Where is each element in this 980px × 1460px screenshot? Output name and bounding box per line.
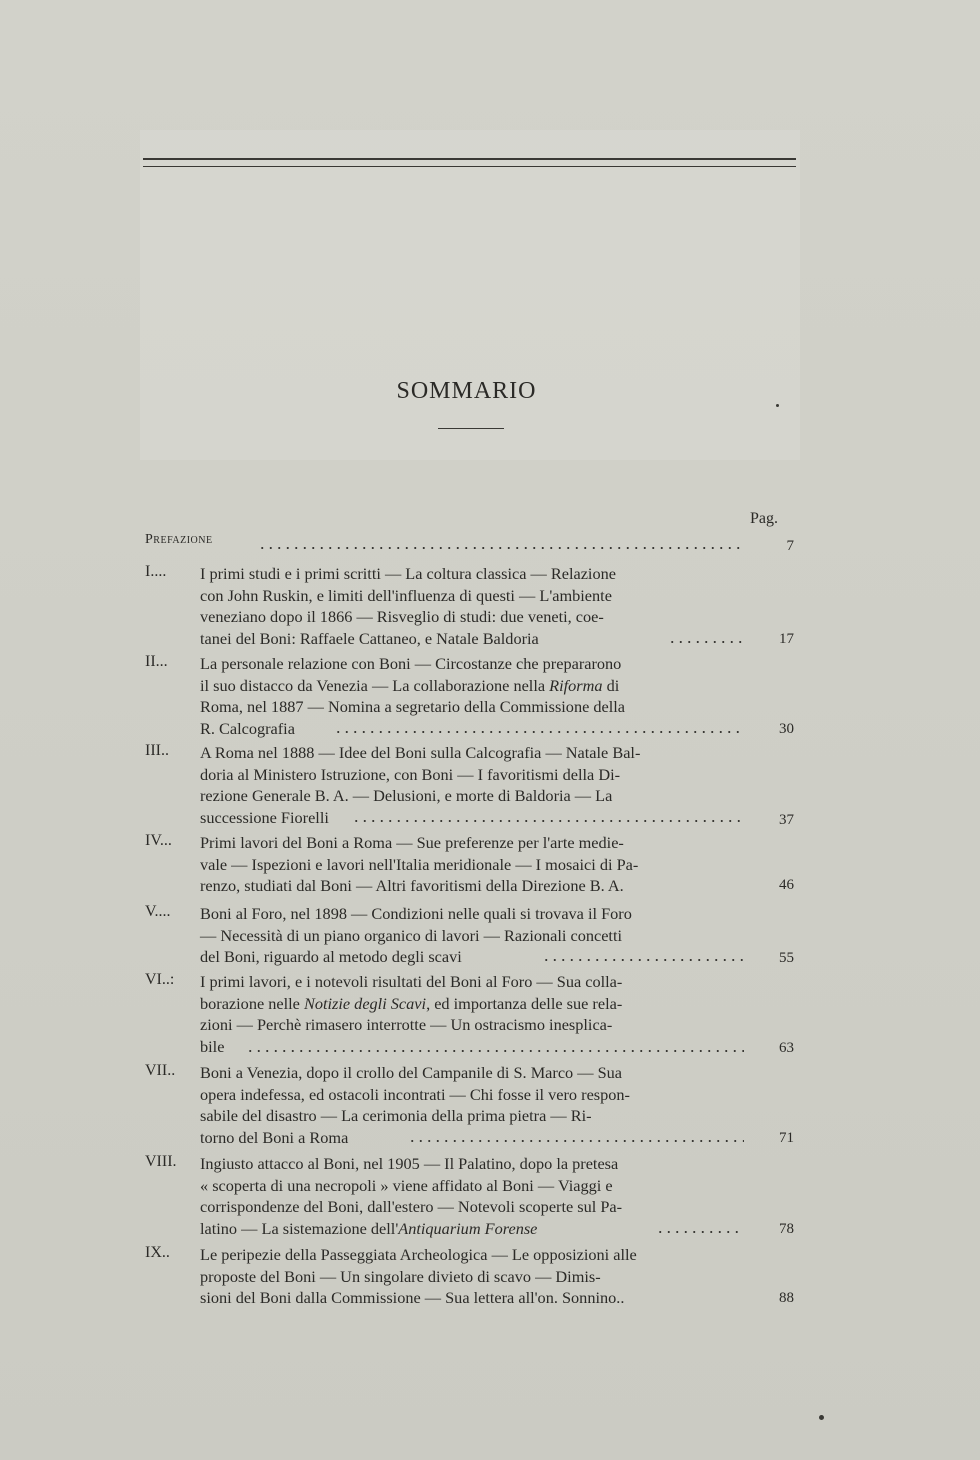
chapter-number: IX.. (145, 1244, 170, 1261)
summary-line: Ingiusto attacco al Boni, nel 1905 — Il Palatino, dopo la pretesa (200, 1154, 619, 1173)
summary-line: corrispondenze del Boni, dall'estero — Notevoli scoperte sul Pa- (200, 1197, 623, 1216)
chapter-number: I.... (145, 563, 167, 580)
chapter-number: VI..: (145, 971, 175, 988)
summary-line: renzo, studiati dal Boni — Altri favoritismi della Direzione B. A. (200, 876, 624, 895)
summary-line: A Roma nel 1888 — Idee del Boni sulla Calcografia — Natale Bal- (200, 743, 641, 762)
summary-line: latino — La sistemazione dell'Antiquarium Forense (200, 1218, 538, 1238)
summary-line: proposte del Boni — Un singolare divieto di scavo — Dimis- (200, 1266, 601, 1286)
summary-line: zioni — Perchè rimasero interrotte — Un ostracismo inesplica- (200, 1015, 613, 1034)
chapter-page-number: 88 (779, 1290, 794, 1306)
chapter-number: VIII. (145, 1153, 177, 1170)
summary-line: opera indefessa, ed ostacoli incontrati — Chi fosse il vero respon- (200, 1084, 630, 1104)
summary-line: sioni del Boni dalla Commissione — Sua lettera all'on. Sonnino.. (200, 1288, 625, 1307)
summary-line: successione Fiorelli (200, 807, 329, 827)
chapter-number: V.... (145, 903, 171, 920)
leader-dots (542, 959, 744, 961)
summary-line: I primi lavori, e i notevoli risultati del Boni al Foro — Sua colla- (200, 972, 623, 991)
summary-line: il suo distacco da Venezia — La collaborazione nella Riforma di (200, 675, 620, 695)
leader-dots (334, 731, 744, 733)
leader-dots (246, 1050, 744, 1052)
summary-line: torno del Boni a Roma (200, 1127, 349, 1147)
summary-line: vale — Ispezioni e lavori nell'Italia meridionale — I mosaici di Pa- (200, 854, 639, 874)
preface-label: Prefazione (145, 532, 213, 547)
summary-line: Roma, nel 1887 — Nomina a segretario della Commissione della (200, 697, 626, 716)
summary-line: doria al Ministero Istruzione, con Boni — I favoritismi della Di- (200, 764, 621, 784)
summary-line: — Necessità di un piano organico di lavori — Razionali concetti (200, 925, 622, 945)
leader-dots (656, 1231, 744, 1233)
summary-line: borazione nelle Notizie degli Scavi, ed importanza delle sue rela- (200, 993, 623, 1013)
preface-page-number: 7 (786, 538, 794, 554)
summary-line: I primi studi e i primi scritti — La coltura classica — Relazione (200, 564, 616, 583)
title-underline (438, 428, 504, 429)
chapter-page-number: 78 (779, 1221, 794, 1237)
chapter-page-number: 37 (779, 812, 794, 828)
chapter-summary (200, 1244, 748, 1309)
leader-dots (668, 641, 744, 643)
work-title: Riforma (549, 675, 603, 695)
chapter-summary (200, 1062, 748, 1148)
summary-line: La personale relazione con Boni — Circostanze che prepararono (200, 654, 622, 673)
summary-line: del Boni, riguardo al metodo degli scavi (200, 947, 462, 966)
chapter-page-number: 71 (779, 1130, 794, 1146)
header-rule-thin (143, 166, 796, 167)
header-rule-thick (143, 158, 796, 160)
work-title: Antiquarium Forense (398, 1218, 538, 1238)
chapter-summary (200, 832, 748, 897)
chapter-number: III.. (145, 742, 169, 759)
paper-shading (140, 130, 800, 460)
chapter-summary (200, 653, 748, 739)
summary-line: « scoperta di una necropoli » viene affidato al Boni — Viaggi e (200, 1175, 613, 1195)
summary-line: R. Calcografia (200, 718, 295, 738)
chapter-page-number: 17 (779, 631, 794, 647)
page-column-label: Pag. (750, 510, 778, 527)
chapter-summary (200, 903, 748, 968)
leader-dots (408, 1140, 744, 1142)
chapter-summary (200, 742, 748, 828)
chapter-number: IV... (145, 832, 172, 849)
chapter-page-number: 46 (779, 877, 794, 893)
summary-line: bile (200, 1036, 225, 1056)
summary-line: con John Ruskin, e limiti dell'influenza di questi — L'ambiente (200, 585, 612, 605)
chapter-summary (200, 971, 748, 1057)
summary-line: tanei del Boni: Raffaele Cattaneo, e Natale Baldoria (200, 628, 539, 648)
summary-line: Le peripezie della Passeggiata Archeologica — Le opposizioni alle (200, 1245, 637, 1264)
summary-line: veneziano dopo il 1866 — Risveglio di studi: due veneti, coe- (200, 607, 604, 626)
chapter-summary (200, 1153, 748, 1239)
summary-line: Boni a Venezia, dopo il crollo del Campanile di S. Marco — Sua (200, 1063, 623, 1082)
summary-line: Boni al Foro, nel 1898 — Condizioni nelle quali si trovava il Foro (200, 904, 632, 923)
leader-dots (352, 820, 744, 822)
work-title: Notizie degli Scavi (303, 993, 427, 1013)
chapter-number: VII.. (145, 1062, 176, 1079)
chapter-summary (200, 563, 748, 649)
chapter-number: II... (145, 653, 168, 670)
summary-line: rezione Generale B. A. — Delusioni, e morte di Baldoria — La (200, 786, 613, 805)
chapter-page-number: 30 (779, 721, 794, 737)
preface-leader-dots (258, 547, 744, 549)
page-title: SOMMARIO (396, 378, 537, 404)
chapter-page-number: 55 (779, 950, 794, 966)
chapter-page-number: 63 (779, 1040, 794, 1056)
summary-line: Primi lavori del Boni a Roma — Sue preferenze per l'arte medie- (200, 833, 624, 852)
summary-line: sabile del disastro — La cerimonia della prima pietra — Ri- (200, 1106, 592, 1125)
paper-speck (776, 404, 779, 407)
paper-speck (819, 1415, 824, 1420)
